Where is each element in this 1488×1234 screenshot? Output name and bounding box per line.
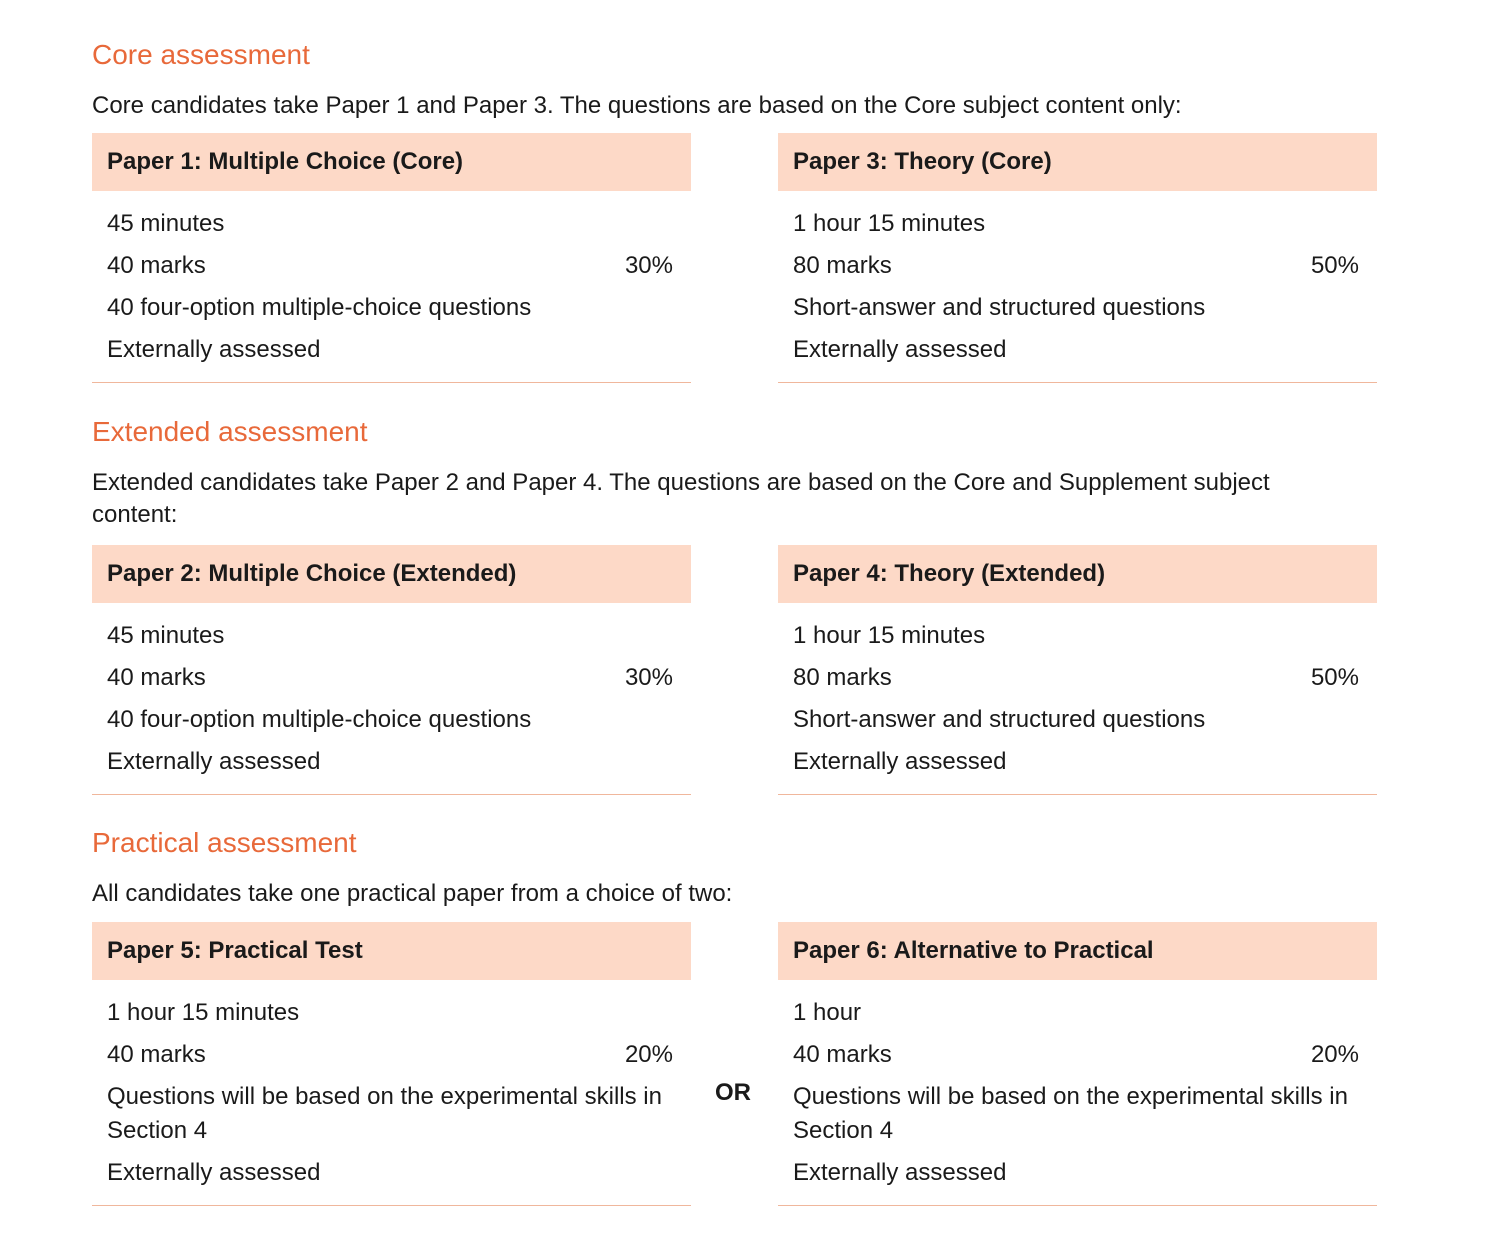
- paper-2-marks-row: [107, 657, 673, 699]
- extended-section-title: Extended assessment: [92, 416, 368, 447]
- paper-1-heading: Paper 1: Multiple Choice (Core): [92, 133, 691, 191]
- paper-5-marks: 40 marks: [107, 1041, 206, 1068]
- paper-3-weight: 50%: [1310, 252, 1359, 279]
- paper-2-heading: Paper 2: Multiple Choice (Extended): [92, 545, 691, 603]
- paper-5-details: [92, 980, 691, 1205]
- core-section-intro: Core candidates take Paper 1 and Paper 3. The questions are based on the Core subject content only:: [92, 92, 1182, 119]
- paper-3-details: [778, 191, 1377, 382]
- paper-4-card: [778, 545, 1377, 795]
- paper-4-marks-row: [793, 657, 1359, 699]
- or-label: OR: [715, 1079, 751, 1106]
- paper-5-assessment: Externally assessed: [107, 1159, 321, 1186]
- paper-3-assessment: Externally assessed: [793, 336, 1007, 363]
- paper-6-details: [778, 980, 1377, 1205]
- paper-5-heading: Paper 5: Practical Test: [92, 922, 691, 980]
- paper-4-marks: 80 marks: [793, 664, 892, 691]
- paper-4-details: [778, 603, 1377, 794]
- paper-2-format: 40 four-option multiple-choice questions: [107, 706, 532, 733]
- paper-6-format: Questions will be based on the experimental skills in Section 4: [793, 1083, 1348, 1144]
- paper-6-card: [778, 922, 1377, 1206]
- paper-6-assessment: Externally assessed: [793, 1159, 1007, 1186]
- paper-5-weight: 20%: [624, 1041, 673, 1068]
- paper-6-weight: 20%: [1310, 1041, 1359, 1068]
- paper-6-duration: 1 hour: [793, 999, 862, 1026]
- paper-2-details: [92, 603, 691, 794]
- paper-3-marks: 80 marks: [793, 252, 892, 279]
- paper-2-card: [92, 545, 691, 795]
- paper-1-assessment: Externally assessed: [107, 336, 321, 363]
- paper-2-marks: 40 marks: [107, 664, 206, 691]
- paper-1-card: [92, 133, 691, 383]
- paper-4-format: Short-answer and structured questions: [793, 706, 1206, 733]
- paper-1-weight: 30%: [624, 252, 673, 279]
- paper-3-heading: Paper 3: Theory (Core): [778, 133, 1377, 191]
- paper-1-marks-row: [107, 245, 673, 287]
- paper-1-duration: 45 minutes: [107, 210, 225, 237]
- paper-1-details: [92, 191, 691, 382]
- paper-5-card: [92, 922, 691, 1206]
- extended-section-intro: Extended candidates take Paper 2 and Paper 4. The questions are based on the Core and Supplement subject content:: [92, 469, 1270, 528]
- paper-2-assessment: Externally assessed: [107, 748, 321, 775]
- paper-5-format: Questions will be based on the experimental skills in Section 4: [107, 1083, 662, 1144]
- practical-section-intro: All candidates take one practical paper from a choice of two:: [92, 880, 733, 907]
- paper-5-duration: 1 hour 15 minutes: [107, 999, 300, 1026]
- paper-1-format: 40 four-option multiple-choice questions: [107, 294, 532, 321]
- paper-2-duration: 45 minutes: [107, 622, 225, 649]
- paper-3-duration: 1 hour 15 minutes: [793, 210, 986, 237]
- paper-6-marks: 40 marks: [793, 1041, 892, 1068]
- paper-3-format: Short-answer and structured questions: [793, 294, 1206, 321]
- paper-6-heading: Paper 6: Alternative to Practical: [778, 922, 1377, 980]
- paper-5-marks-row: [107, 1034, 673, 1076]
- paper-6-marks-row: [793, 1034, 1359, 1076]
- paper-2-weight: 30%: [624, 664, 673, 691]
- paper-4-assessment: Externally assessed: [793, 748, 1007, 775]
- paper-3-marks-row: [793, 245, 1359, 287]
- practical-section-title: Practical assessment: [92, 827, 357, 858]
- core-section-title: Core assessment: [92, 39, 310, 70]
- paper-3-card: [778, 133, 1377, 383]
- paper-4-duration: 1 hour 15 minutes: [793, 622, 986, 649]
- paper-4-heading: Paper 4: Theory (Extended): [778, 545, 1377, 603]
- paper-1-marks: 40 marks: [107, 252, 206, 279]
- paper-4-weight: 50%: [1310, 664, 1359, 691]
